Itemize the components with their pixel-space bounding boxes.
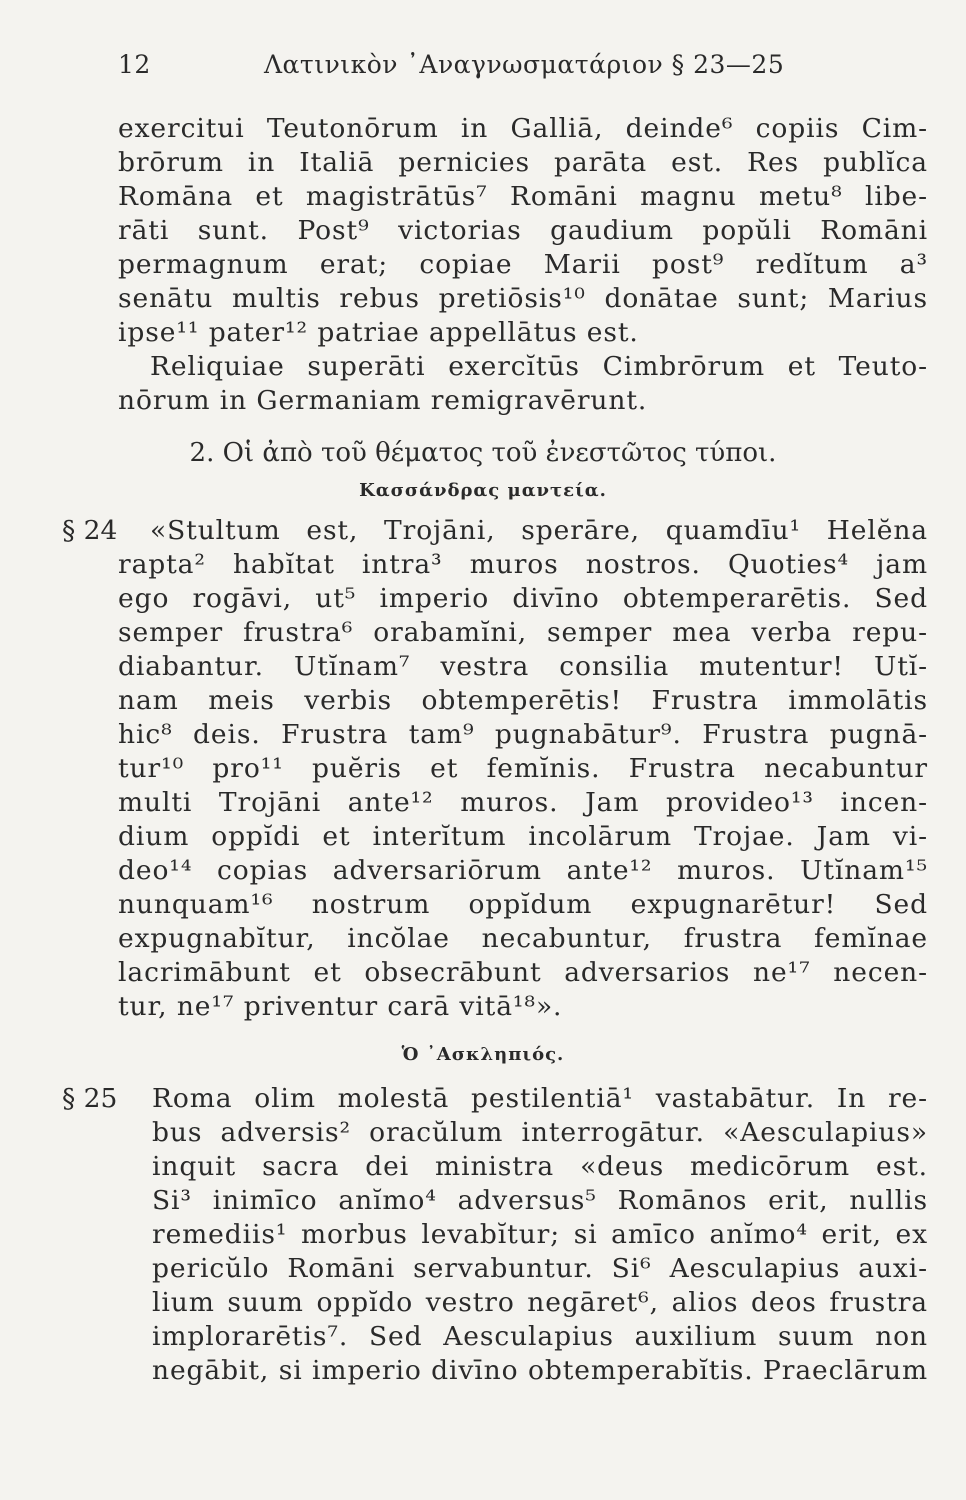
running-title: Λατινικὸν ᾽Αναγνωσματάριον § 23—25 (264, 50, 785, 79)
section-marker-25: § 25 (62, 1083, 118, 1114)
text-line: ipse¹¹ pater¹² patriae appellātus est. (118, 317, 639, 348)
text-line: nam meis verbis obtemperētis! Frustra immolātis (118, 685, 928, 716)
text-line: implorarētis⁷. Sed Aesculapius auxilium suum non (152, 1321, 928, 1352)
text-line: negābit, si imperio divīno obtemperabĭtis. Praeclārum (152, 1355, 928, 1386)
section-marker-24: § 24 (62, 515, 118, 546)
text-line: rapta² habĭtat intra³ muros nostros. Quoties⁴ jam (118, 549, 928, 580)
text-line: remediis¹ morbus levabĭtur; si amīco anĭmo⁴ erit, ex (152, 1219, 928, 1250)
text-line: nōrum in Germaniam remigravērunt. (118, 385, 648, 416)
text-line: Reliquiae superāti exercĭtūs Cimbrōrum et Teuto- (150, 351, 928, 382)
text-line: nunquam¹⁶ nostrum oppĭdum expugnarētur! Sed (118, 889, 928, 920)
text-line: tur, ne¹⁷ priventur carā vitā¹⁸». (118, 991, 563, 1022)
text-line: diabantur. Utĭnam⁷ vestra consilia mutentur! Utĭ- (118, 651, 928, 682)
text-line: semper frustra⁶ orabamĭni, semper mea verba repu- (118, 617, 928, 648)
text-line: inquit sacra dei ministra «deus medicōrum est. (152, 1151, 928, 1182)
text-line: Roma olim molestā pestilentiā¹ vastabātur. In re- (152, 1083, 928, 1114)
text-line: expugnabĭtur, incŏlae necabuntur, frustra femĭnae (118, 923, 928, 954)
page-number: 12 (118, 50, 151, 79)
text-line: Romāna et magistrātūs⁷ Romāni magnu metu⁸ libe- (118, 181, 928, 212)
text-line: tur¹⁰ pro¹¹ puĕris et femĭnis. Frustra necabuntur (118, 753, 928, 784)
text-line: dium oppĭdi et interĭtum incolārum Trojae. Jam vi- (118, 821, 928, 852)
text-line: exercitui Teutonōrum in Galliā, deinde⁶ copiis Cim- (118, 113, 928, 144)
running-header (118, 44, 918, 88)
text-line: «Stultum est, Trojāni, sperāre, quamdīu¹ Helĕna (150, 515, 928, 546)
text-line: deo¹⁴ copias adversariōrum ante¹² muros. Utĭnam¹⁵ (118, 855, 928, 886)
text-line: permagnum erat; copiae Marii post⁹ redĭtum a³ (118, 249, 928, 280)
text-line: hic⁸ deis. Frustra tam⁹ pugnabātur⁹. Frustra pugnā- (118, 719, 928, 750)
text-line: pericŭlo Romāni servabuntur. Si⁶ Aesculapius auxi- (152, 1253, 928, 1284)
text-line: rāti sunt. Post⁹ victorias gaudium popŭli Romāni (118, 215, 928, 246)
text-line: ego rogāvi, ut⁵ imperio divīno obtemperarētis. Sed (118, 583, 928, 614)
subheading-asklepios: Ὁ ᾽Ασκληπιός. (401, 1044, 565, 1065)
text-line: lium suum oppĭdo vestro negāret⁶, alios deos frustra (152, 1287, 928, 1318)
text-line: Si³ inimīco anĭmo⁴ adversus⁵ Romānos erit, nullis (152, 1185, 928, 1216)
text-line: bus adversis² oracŭlum interrogātur. «Aesculapius» (152, 1117, 928, 1148)
text-line: lacrimābunt et obsecrābunt adversarios ne¹⁷ necen- (118, 957, 928, 988)
text-line: brōrum in Italiā pernicies parāta est. Res publĭca (118, 147, 928, 178)
text-line: senātu multis rebus pretiōsis¹⁰ donātae sunt; Marius (118, 283, 928, 314)
subheading-kassandra: Κασσάνδρας μαντεία. (359, 480, 607, 501)
text-line: multi Trojāni ante¹² muros. Jam provideo¹³ incen- (118, 787, 928, 818)
chapter-heading: 2. Οἱ ἀπὸ τοῦ θέματος τοῦ ἐνεστῶτος τύποι. (189, 438, 777, 468)
